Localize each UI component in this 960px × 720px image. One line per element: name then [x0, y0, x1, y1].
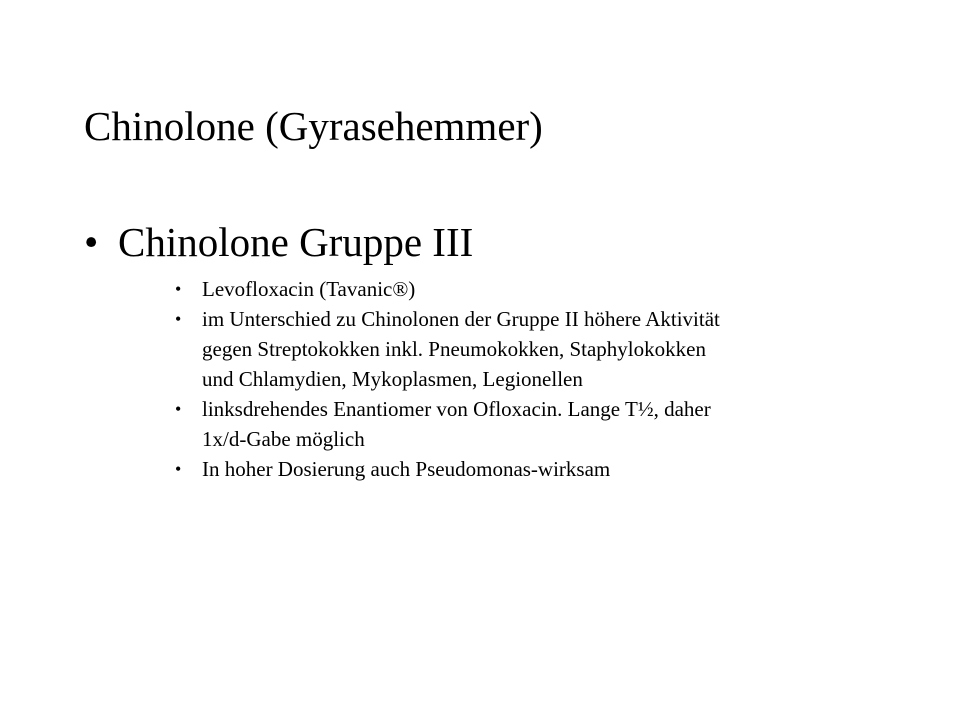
sub-bullet-line: linksdrehendes Enantiomer von Ofloxacin. Lange T½, daher — [202, 397, 711, 421]
main-bullet-text: Chinolone Gruppe III — [118, 219, 474, 265]
sub-bullet-line: In hoher Dosierung auch Pseudomonas-wirksam — [202, 457, 611, 481]
sub-bullet-line: 1x/d-Gabe möglich — [202, 427, 365, 451]
bullet-icon: • — [175, 459, 182, 479]
main-bullet — [84, 214, 884, 270]
sub-bullet-line: gegen Streptokokken inkl. Pneumokokken, Staphylokokken — [202, 337, 706, 361]
bullet-icon: • — [84, 219, 99, 265]
bullet-icon: • — [175, 399, 182, 419]
sub-bullet-line: und Chlamydien, Mykoplasmen, Legionellen — [202, 367, 583, 391]
sub-bullet-item — [175, 454, 875, 484]
bullet-icon: • — [175, 279, 182, 299]
bullet-icon: • — [175, 309, 182, 329]
sub-bullet-item — [175, 394, 875, 454]
sub-bullet-list — [175, 274, 875, 484]
sub-bullet-line: im Unterschied zu Chinolonen der Gruppe II höhere Aktivität — [202, 307, 720, 331]
sub-bullet-item — [175, 274, 875, 304]
sub-bullet-line: Levofloxacin (Tavanic®) — [202, 277, 416, 301]
slide-title: Chinolone (Gyrasehemmer) — [84, 103, 543, 149]
sub-bullet-item — [175, 304, 875, 394]
